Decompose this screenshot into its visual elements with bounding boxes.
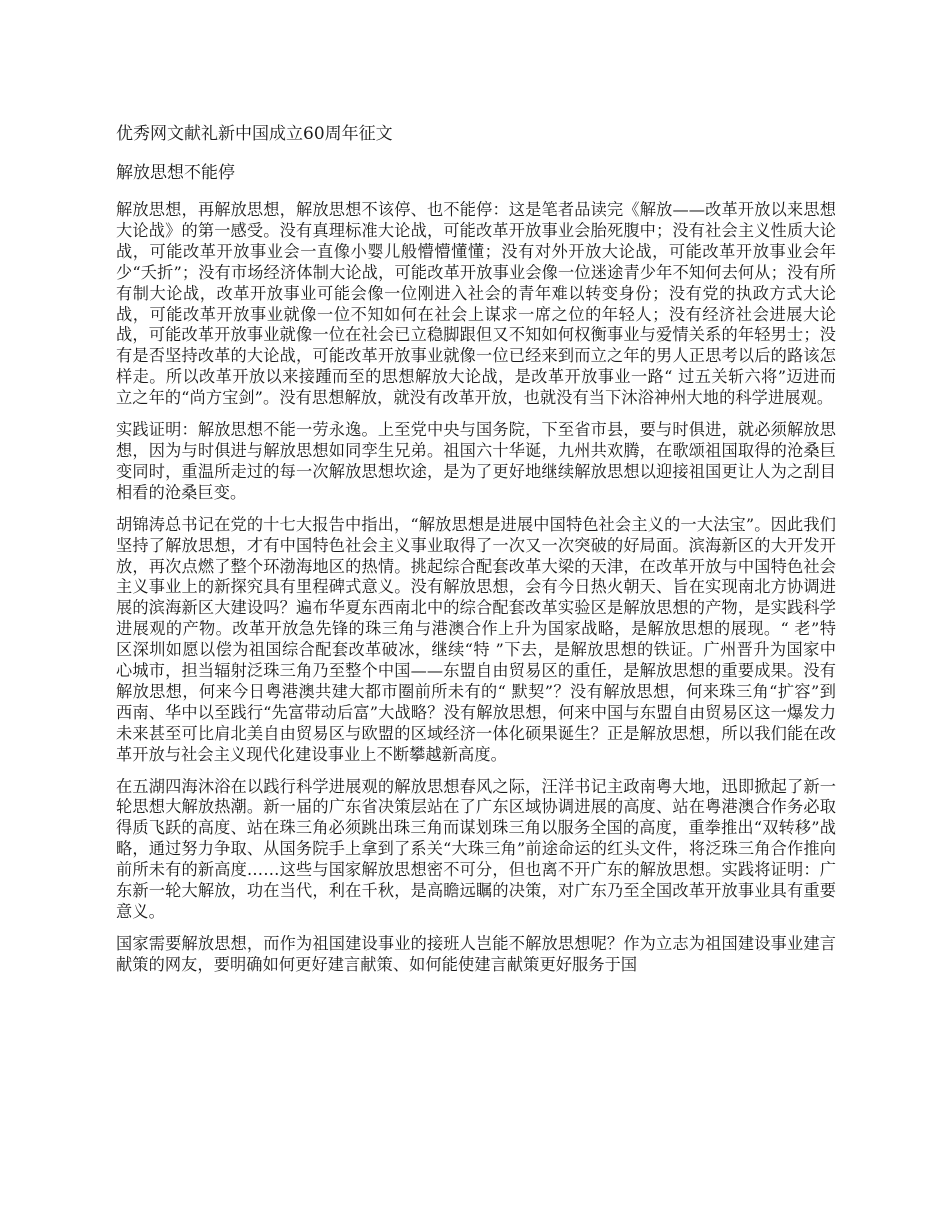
document-page bbox=[116, 122, 836, 976]
paragraph-4: 在五湖四海沐浴在以践行科学进展观的解放思想春风之际，汪洋书记主政南粤大地，迅即掀起了新一轮思想大解放热潮。新一届的广东省决策层站在了广东区域协调进展的高度、站在粤港澳合作务必取得质飞跃的高度、站在珠三角必须跳出珠三角而谋划珠三角以服务全国的高度，重拳推出“双转移”战略，通过努力争取、从国务院手上拿到了系关“大珠三角”前途命运的红头文件，将泛珠三角合作推向前所未有的新高度……这些与国家解放思想密不可分，但也离不开广东的解放思想。实践将证明：广东新一轮大解放，功在当代，利在千秋，是高瞻远瞩的决策，对广东乃至全国改革开放事业具有重要意义。 bbox=[116, 776, 836, 921]
paragraph-2: 实践证明：解放思想不能一劳永逸。上至党中央与国务院，下至省市县，要与时俱进，就必须解放思想，因为与时俱进与解放思想如同孪生兄弟。祖国六十华诞，九州共欢腾，在歌颂祖国取得的沧桑巨变同时，重温所走过的每一次解放思想坎途，是为了更好地继续解放思想以迎接祖国更让人为之刮目相看的沧桑巨变。 bbox=[116, 420, 836, 502]
paragraph-1: 解放思想，再解放思想，解放思想不该停、也不能停：这是笔者品读完《解放——改革开放以来思想大论战》的第一感受。没有真理标准大论战，可能改革开放事业会胎死腹中；没有社会主义性质大论战，可能改革开放事业会一直像小婴儿般懵懵懂懂；没有对外开放大论战，可能改革开放事业会年少“夭折”；没有市场经济体制大论战，可能改革开放事业会像一位迷途青少年不知何去何从；没有所有制大论战，改革开放事业可能会像一位刚进入社会的青年难以转变身份；没有党的执政方式大论战，可能改革开放事业就像一位不知如何在社会上谋求一席之位的年轻人；没有经济社会进展大论战，可能改革开放事业就像一位在社会已立稳脚跟但又不知如何权衡事业与爱情关系的年轻男士；没有是否坚持改革的大论战，可能改革开放事业就像一位已经来到而立之年的男人正思考以后的路该怎样走。所以改革开放以来接踵而至的思想解放大论战，是改革开放事业一路“ 过五关斩六将”迈进而立之年的“尚方宝剑”。没有思想解放，就没有改革开放，也就没有当下沐浴神州大地的科学进展观。 bbox=[116, 200, 836, 408]
document-subtitle: 解放思想不能停 bbox=[116, 163, 235, 183]
document-title: 优秀网文献礼新中国成立60周年征文 bbox=[116, 124, 393, 144]
paragraph-3: 胡锦涛总书记在党的十七大报告中指出，“解放思想是进展中国特色社会主义的一大法宝”。因此我们坚持了解放思想，才有中国特色社会主义事业取得了一次又一次突破的好局面。滨海新区的大开发开放，再次点燃了整个环渤海地区的热情。挑起综合配套改革大梁的天津，在改革开放与中国特色社会主义事业上的新探究具有里程碑式意义。没有解放思想，会有今日热火朝天、旨在实现南北方协调进展的滨海新区大建设吗？遍布华夏东西南北中的综合配套改革实验区是解放思想的产物，是实践科学进展观的产物。改革开放急先锋的珠三角与港澳合作上升为国家战略，是解放思想的展现。“ 老”特区深圳如愿以偿为祖国综合配套改革破冰，继续“特 ”下去，是解放思想的铁证。广州晋升为国家中心城市，担当辐射泛珠三角乃至整个中国——东盟自由贸易区的重任，是解放思想的重要成果。没有解放思想，何来今日粤港澳共建大都市圈前所未有的“ 默契”？没有解放思想，何来珠三角“扩容”到西南、华中以至践行“先富带动后富”大战略？没有解放思想，何来中国与东盟自由贸易区这一爆发力未来甚至可比肩北美自由贸易区与欧盟的区域经济一体化硕果诞生？正是解放思想，所以我们能在改革开放与社会主义现代化建设事业上不断攀越新高度。 bbox=[116, 514, 836, 764]
paragraph-5: 国家需要解放思想，而作为祖国建设事业的接班人岂能不解放思想呢？作为立志为祖国建设事业建言献策的网友，要明确如何更好建言献策、如何能使建言献策更好服务于国 bbox=[116, 933, 836, 974]
